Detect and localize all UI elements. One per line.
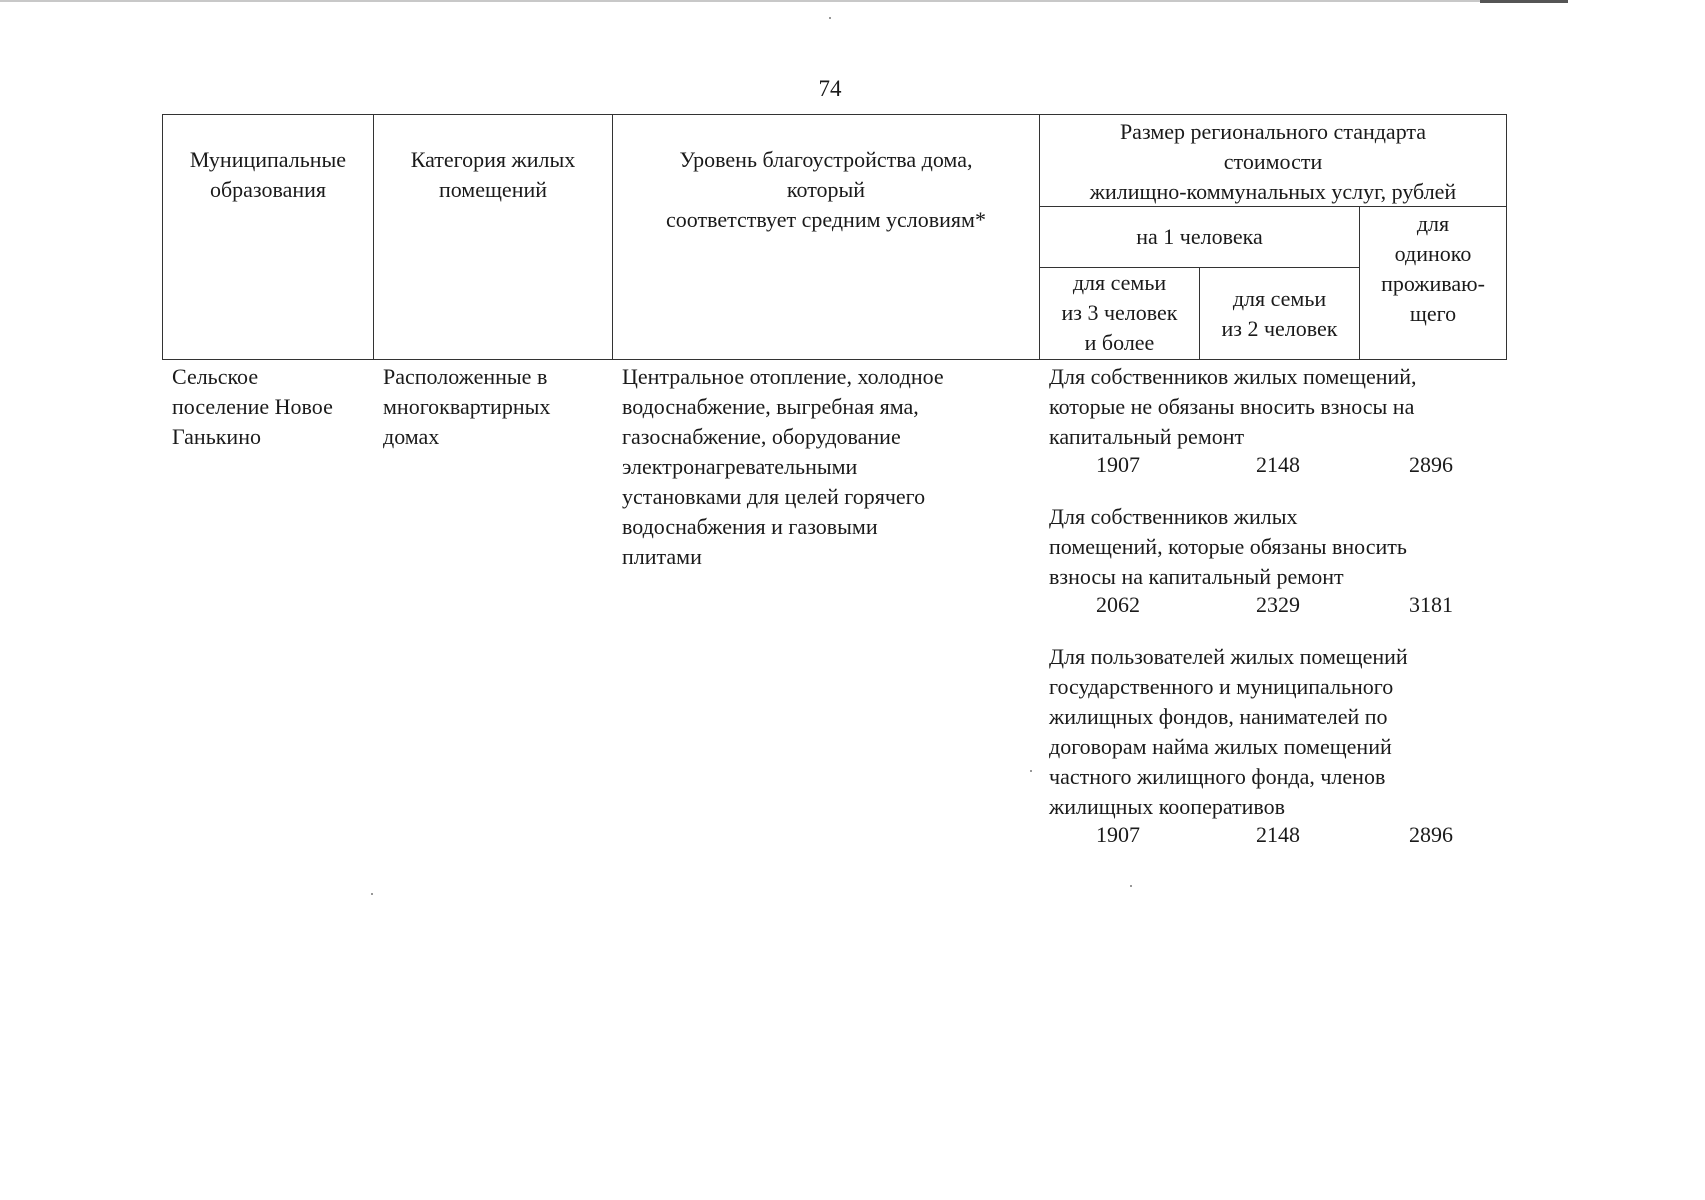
scan-speck xyxy=(1030,770,1032,772)
header-category: Категория жилых помещений xyxy=(374,115,613,360)
group-1-single-value: 2896 xyxy=(1409,452,1453,477)
group-2-family3-value: 2062 xyxy=(1096,592,1140,617)
header-single: для одиноко проживаю- щего xyxy=(1360,207,1507,360)
group-1-family2-value: 2148 xyxy=(1256,452,1300,477)
group-3-single-value: 2896 xyxy=(1409,822,1453,847)
row-municipal: Сельское поселение Новое Ганькино xyxy=(172,364,333,449)
row-category: Расположенные в многоквартирных домах xyxy=(383,364,551,449)
header-per-person: на 1 человека xyxy=(1040,207,1360,268)
group-3-family2-value: 2148 xyxy=(1256,822,1300,847)
group-2-label: Для собственников жилых помещений, которые обязаны вносить взносы на капитальный ремонт xyxy=(1049,504,1407,589)
scan-speck xyxy=(1130,885,1132,887)
scan-speck xyxy=(371,893,373,895)
group-1-label: Для собственников жилых помещений, которые не обязаны вносить взносы на капитальный ремонт xyxy=(1049,364,1417,449)
scan-top-edge xyxy=(0,0,1568,2)
row-level: Центральное отопление, холодное водоснабжение, выгребная яма, газоснабжение, оборудование электронагревательными установками для целей горячего водоснабжения и газовыми плитами xyxy=(622,364,944,569)
page-number: 74 xyxy=(818,76,842,101)
scan-speck xyxy=(829,17,831,19)
group-2-single-value: 3181 xyxy=(1409,592,1453,617)
header-level: Уровень благоустройства дома, который соответствует средним условиям* xyxy=(613,115,1040,360)
scan-top-edge-dark xyxy=(1480,0,1568,3)
group-1-family3-value: 1907 xyxy=(1096,452,1140,477)
group-3-label: Для пользователей жилых помещений государственного и муниципального жилищных фондов, нанимателей по договорам найма жилых помещений частного жилищного фонда, членов жилищных кооперативов xyxy=(1049,644,1408,819)
header-municipal: Муниципальные образования xyxy=(163,115,374,360)
group-3-family3-value: 1907 xyxy=(1096,822,1140,847)
table-header xyxy=(162,114,1507,360)
header-family2: для семьи из 2 человек xyxy=(1200,268,1360,360)
group-2-family2-value: 2329 xyxy=(1256,592,1300,617)
header-family3: для семьи из 3 человек и более xyxy=(1040,268,1200,360)
header-standard-size: Размер регионального стандарта стоимости жилищно-коммунальных услуг, рублей xyxy=(1040,115,1507,207)
